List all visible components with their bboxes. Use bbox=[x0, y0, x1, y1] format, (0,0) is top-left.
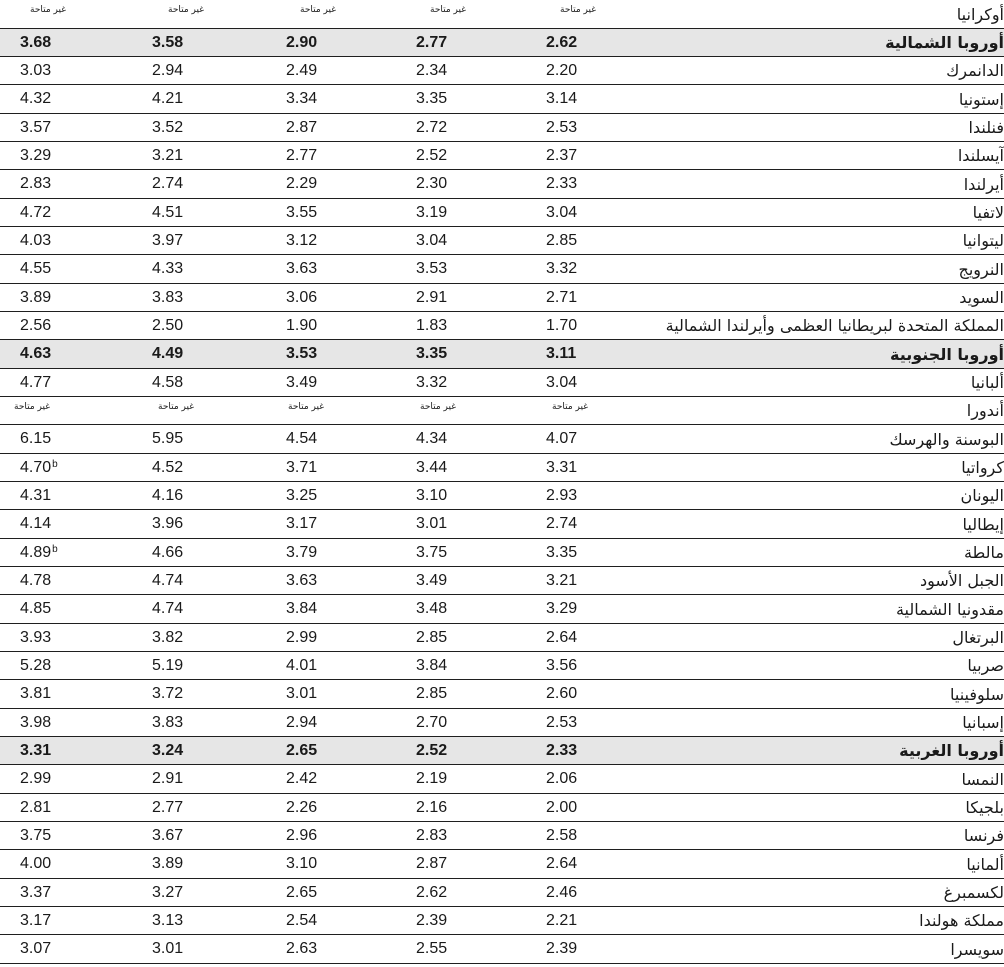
value-cell: 3.04 bbox=[416, 231, 448, 249]
value-cell: 3.63 bbox=[286, 260, 318, 277]
table-row bbox=[0, 0, 1004, 29]
value-cell: 3.48 bbox=[416, 600, 448, 617]
table-row bbox=[0, 199, 1004, 227]
region-name: أوروبا الغربية bbox=[899, 741, 1004, 760]
country-name: البرتغال bbox=[952, 628, 1004, 647]
table-row bbox=[0, 765, 1004, 794]
country-name: مقدونيا الشمالية bbox=[895, 599, 1004, 619]
value-cell: 3.49 bbox=[416, 571, 448, 589]
value-cell: 3.93 bbox=[20, 628, 52, 646]
table-row bbox=[0, 142, 1004, 170]
value-cell: 2.77 bbox=[416, 33, 448, 51]
value-cell: 2.16 bbox=[416, 798, 448, 816]
table-row bbox=[0, 510, 1004, 539]
value-cell: 2.06 bbox=[546, 770, 578, 787]
value-cell: 2.55 bbox=[416, 940, 448, 957]
value-cell: 2.64 bbox=[546, 628, 578, 646]
value-cell: 2.62 bbox=[416, 883, 448, 901]
value-cell: 3.83 bbox=[152, 288, 184, 306]
value-cell: 3.25 bbox=[286, 486, 318, 504]
not-available-cell: غير متاحة bbox=[552, 402, 588, 412]
value-cell: 3.32 bbox=[546, 260, 578, 277]
value-cell: 2.52 bbox=[416, 146, 448, 164]
value-cell: 4.55 bbox=[20, 260, 52, 277]
value-cell: 2.34 bbox=[416, 61, 448, 79]
not-available-cell: غير متاحة bbox=[158, 402, 194, 412]
value-cell: 2.64 bbox=[546, 855, 578, 872]
value-cell: 2.39 bbox=[416, 911, 448, 929]
value-cell: 4.49 bbox=[152, 345, 184, 362]
value-cell: 3.63 bbox=[286, 571, 318, 589]
country-name: إستونيا bbox=[958, 89, 1004, 109]
value-cell: 2.56 bbox=[20, 316, 52, 334]
value-cell: 3.04 bbox=[546, 373, 578, 391]
value-cell: 2.77 bbox=[152, 798, 184, 816]
value-cell: 2.87 bbox=[286, 118, 318, 136]
value-cell: 2.81 bbox=[20, 798, 52, 816]
not-available-cell: غير متاحة bbox=[300, 5, 336, 15]
value-cell: 2.70 bbox=[416, 713, 448, 731]
value-cell: 4.66 bbox=[152, 543, 184, 561]
value-cell: 3.96 bbox=[152, 515, 184, 532]
value-cell: 2.50 bbox=[152, 316, 184, 334]
table-row bbox=[0, 57, 1004, 85]
value-cell: 3.75 bbox=[20, 826, 52, 844]
value-cell: 2.85 bbox=[416, 628, 448, 646]
value-cell: 3.35 bbox=[416, 90, 448, 107]
value-cell: 2.53 bbox=[546, 713, 578, 731]
country-name: اليونان bbox=[960, 486, 1004, 505]
value-cell: 3.21 bbox=[152, 146, 184, 164]
value-cell: 2.39 bbox=[546, 940, 578, 957]
region-name: أوروبا الجنوبية bbox=[890, 344, 1004, 364]
value-cell: 2.30 bbox=[416, 175, 448, 192]
value-cell: 3.04 bbox=[546, 203, 578, 221]
value-cell: 4.01 bbox=[286, 656, 318, 674]
table-row bbox=[0, 397, 1004, 425]
value-cell: 4.54 bbox=[286, 430, 318, 447]
value-cell: 4.07 bbox=[546, 430, 578, 447]
value-cell: 2.54 bbox=[286, 911, 318, 929]
value-cell: 2.94 bbox=[286, 713, 318, 731]
value-cell: 3.32 bbox=[416, 373, 448, 391]
table-row bbox=[0, 879, 1004, 907]
value-cell: 4.14 bbox=[20, 515, 52, 532]
region-name: أوروبا الشمالية bbox=[885, 33, 1004, 52]
country-name: سلوفينيا bbox=[950, 684, 1004, 704]
value-cell: 3.34 bbox=[286, 90, 318, 107]
country-name: كرواتيا bbox=[961, 458, 1004, 477]
value-cell: 3.21 bbox=[546, 571, 578, 589]
country-name: آيسلندا bbox=[957, 146, 1004, 165]
not-available-cell: غير متاحة bbox=[560, 5, 596, 15]
value-cell: 2.65 bbox=[286, 883, 318, 901]
country-name: الجبل الأسود bbox=[919, 571, 1004, 590]
value-cell: 4.33 bbox=[152, 260, 184, 277]
country-name: إسبانيا bbox=[962, 713, 1004, 732]
table-row bbox=[0, 680, 1004, 709]
table-row bbox=[0, 170, 1004, 199]
footnote-marker: b bbox=[52, 459, 58, 470]
value-cell: 3.72 bbox=[152, 685, 184, 702]
value-cell: 3.17 bbox=[20, 911, 52, 929]
value-cell: 3.55 bbox=[286, 203, 318, 221]
value-cell: 2.42 bbox=[286, 770, 318, 787]
value-cell: 3.13 bbox=[152, 911, 184, 929]
value-cell: 4.74 bbox=[152, 571, 184, 589]
value-cell: 3.06 bbox=[286, 288, 318, 306]
value-cell: 1.70 bbox=[546, 316, 578, 334]
footnote-marker: b bbox=[52, 544, 58, 555]
value-cell: 2.74 bbox=[152, 175, 184, 192]
country-name: صربيا bbox=[967, 656, 1004, 675]
value-cell: 3.31 bbox=[546, 458, 578, 476]
table-row bbox=[0, 822, 1004, 850]
region-row bbox=[0, 737, 1004, 765]
value-cell: 3.79 bbox=[286, 543, 318, 561]
table-row bbox=[0, 369, 1004, 397]
country-name: سويسرا bbox=[950, 939, 1004, 959]
country-name: أوكرانيا bbox=[956, 4, 1004, 24]
value-cell: 3.24 bbox=[152, 741, 184, 759]
value-cell: 2.52 bbox=[416, 741, 448, 759]
value-cell: 1.83 bbox=[416, 316, 448, 334]
value-cell: 3.53 bbox=[286, 345, 318, 362]
not-available-cell: غير متاحة bbox=[168, 5, 204, 15]
value-cell: 3.57 bbox=[20, 118, 52, 136]
table-row bbox=[0, 794, 1004, 822]
value-cell: 3.12 bbox=[286, 231, 318, 249]
value-cell: 3.81 bbox=[20, 685, 52, 702]
value-cell: 3.37 bbox=[20, 883, 52, 901]
value-cell: 3.89 bbox=[152, 855, 184, 872]
value-cell: 4.63 bbox=[20, 345, 52, 362]
value-cell: 3.56 bbox=[546, 656, 578, 674]
table-row bbox=[0, 425, 1004, 454]
value-cell: 5.95 bbox=[152, 430, 184, 447]
value-cell: 4.74 bbox=[152, 600, 184, 617]
value-cell: 3.31 bbox=[20, 741, 52, 759]
table-row bbox=[0, 595, 1004, 624]
country-name: مالطة bbox=[963, 543, 1004, 562]
value-cell: 2.87 bbox=[416, 855, 448, 872]
not-available-cell: غير متاحة bbox=[430, 5, 466, 15]
value-cell: 3.83 bbox=[152, 713, 184, 731]
value-cell: 4.58 bbox=[152, 373, 184, 391]
value-cell: 2.37 bbox=[546, 146, 578, 164]
value-cell: 4.16 bbox=[152, 486, 184, 504]
value-cell: 2.83 bbox=[416, 826, 448, 844]
country-name: السويد bbox=[959, 288, 1004, 307]
value-cell: 2.20 bbox=[546, 61, 578, 79]
country-name: أيرلندا bbox=[963, 174, 1004, 194]
value-cell: 3.11 bbox=[546, 345, 577, 362]
value-cell: 4.89 $^b$ bbox=[20, 543, 58, 561]
value-cell: 3.29 bbox=[546, 600, 578, 617]
value-cell: 3.19 bbox=[416, 203, 448, 221]
value-cell: 6.15 bbox=[20, 430, 52, 447]
country-name: المملكة المتحدة لبريطانيا العظمى وأيرلندا الشمالية bbox=[665, 316, 1004, 335]
country-name: فرنسا bbox=[963, 826, 1004, 845]
value-cell: 2.58 bbox=[546, 826, 578, 844]
region-row bbox=[0, 340, 1004, 369]
value-cell: 3.27 bbox=[152, 883, 184, 901]
value-cell: 2.94 bbox=[152, 61, 184, 79]
value-cell: 3.49 bbox=[286, 373, 318, 391]
country-name: لاتفيا bbox=[972, 203, 1004, 222]
value-cell: 2.62 bbox=[546, 33, 578, 51]
value-cell: 2.83 bbox=[20, 175, 52, 192]
value-cell: 2.85 bbox=[546, 231, 578, 249]
value-cell: 3.03 bbox=[20, 61, 52, 79]
value-cell: 2.99 bbox=[286, 628, 318, 646]
table-row bbox=[0, 454, 1004, 482]
value-cell: 2.91 bbox=[416, 288, 448, 306]
value-cell: 3.01 bbox=[152, 940, 184, 957]
value-cell: 3.89 bbox=[20, 288, 52, 306]
value-cell: 4.21 bbox=[152, 90, 184, 107]
country-name: إيطاليا bbox=[962, 514, 1004, 534]
value-cell: 2.21 bbox=[546, 911, 578, 929]
table-row bbox=[0, 935, 1004, 964]
value-cell: 3.82 bbox=[152, 628, 184, 646]
value-cell: 2.60 bbox=[546, 685, 578, 702]
table-row bbox=[0, 85, 1004, 114]
value-cell: 4.00 bbox=[20, 855, 52, 872]
value-cell: 4.03 bbox=[20, 231, 52, 249]
value-cell: 3.84 bbox=[416, 656, 448, 674]
country-name: النمسا bbox=[961, 769, 1004, 789]
value-cell: 3.07 bbox=[20, 940, 52, 957]
value-cell: 5.19 bbox=[152, 656, 184, 674]
value-cell: 2.26 bbox=[286, 798, 318, 816]
value-cell: 2.33 bbox=[546, 175, 578, 192]
value-cell: 4.70 $^b$ bbox=[20, 458, 58, 476]
region-row bbox=[0, 29, 1004, 57]
table-row bbox=[0, 227, 1004, 255]
value-cell: 3.67 bbox=[152, 826, 184, 844]
value-cell: 2.90 bbox=[286, 33, 318, 51]
value-cell: 4.78 bbox=[20, 571, 52, 589]
not-available-cell: غير متاحة bbox=[30, 5, 66, 15]
country-name: ألبانيا bbox=[970, 373, 1004, 392]
value-cell: 2.19 bbox=[416, 770, 448, 787]
value-cell: 3.98 bbox=[20, 713, 52, 731]
country-name: أندورا bbox=[966, 401, 1004, 420]
value-cell: 4.72 bbox=[20, 203, 52, 221]
table-row bbox=[0, 907, 1004, 935]
country-name: مملكة هولندا bbox=[919, 911, 1004, 930]
value-cell: 2.77 bbox=[286, 146, 318, 164]
value-cell: 2.85 bbox=[416, 685, 448, 702]
not-available-cell: غير متاحة bbox=[420, 402, 456, 412]
value-cell: 4.77 bbox=[20, 373, 52, 391]
value-cell: 2.93 bbox=[546, 486, 578, 504]
value-cell: 3.44 bbox=[416, 458, 448, 476]
value-cell: 2.65 bbox=[286, 741, 318, 759]
value-cell: 3.10 bbox=[286, 855, 318, 872]
value-cell: 2.96 bbox=[286, 826, 318, 844]
value-cell: 2.29 bbox=[286, 175, 318, 192]
value-cell: 3.58 bbox=[152, 33, 184, 51]
value-cell: 3.84 bbox=[286, 600, 318, 617]
table-row bbox=[0, 850, 1004, 879]
value-cell: 3.35 bbox=[416, 345, 448, 362]
table-row bbox=[0, 709, 1004, 737]
value-cell: 3.01 bbox=[286, 685, 318, 702]
value-cell: 3.53 bbox=[416, 260, 448, 277]
country-name: البوسنة والهرسك bbox=[889, 429, 1004, 449]
value-cell: 3.75 bbox=[416, 543, 448, 561]
value-cell: 1.90 bbox=[286, 316, 318, 334]
value-cell: 3.14 bbox=[546, 90, 578, 107]
value-cell: 2.00 bbox=[546, 798, 578, 816]
value-cell: 2.63 bbox=[286, 940, 318, 957]
country-name: لكسمبرغ bbox=[943, 883, 1004, 902]
country-name: ليتوانيا bbox=[962, 231, 1004, 250]
value-cell: 5.28 bbox=[20, 656, 52, 674]
table-row bbox=[0, 255, 1004, 284]
value-cell: 2.99 bbox=[20, 770, 52, 787]
value-cell: 4.51 bbox=[152, 203, 184, 221]
not-available-cell: غير متاحة bbox=[14, 402, 50, 412]
value-cell: 2.74 bbox=[546, 515, 578, 532]
country-name: بلجيكا bbox=[965, 798, 1004, 817]
country-name: الدانمرك bbox=[946, 61, 1004, 80]
table-row bbox=[0, 114, 1004, 142]
value-cell: 2.46 bbox=[546, 883, 578, 901]
table-row bbox=[0, 567, 1004, 595]
value-cell: 3.10 bbox=[416, 486, 448, 504]
value-cell: 3.97 bbox=[152, 231, 184, 249]
value-cell: 4.52 bbox=[152, 458, 184, 476]
country-name: ألمانيا bbox=[966, 854, 1004, 874]
table-row bbox=[0, 652, 1004, 680]
value-cell: 3.35 bbox=[546, 543, 578, 561]
value-cell: 3.29 bbox=[20, 146, 52, 164]
value-cell: 2.91 bbox=[152, 770, 184, 787]
value-cell: 4.31 bbox=[20, 486, 52, 504]
table-row bbox=[0, 624, 1004, 652]
value-cell: 2.72 bbox=[416, 118, 448, 136]
value-cell: 3.68 bbox=[20, 33, 52, 51]
country-name: فنلندا bbox=[968, 118, 1004, 137]
table-row bbox=[0, 539, 1004, 567]
value-cell: 3.01 bbox=[416, 515, 448, 532]
value-cell: 2.71 bbox=[546, 288, 578, 306]
value-cell: 2.49 bbox=[286, 61, 318, 79]
value-cell: 3.52 bbox=[152, 118, 184, 136]
value-cell: 4.32 bbox=[20, 90, 52, 107]
value-cell: 4.85 bbox=[20, 600, 52, 617]
table-row bbox=[0, 482, 1004, 510]
table-row bbox=[0, 284, 1004, 312]
not-available-cell: غير متاحة bbox=[288, 402, 324, 412]
table-row bbox=[0, 312, 1004, 340]
value-cell: 3.71 bbox=[286, 458, 318, 476]
country-name: النرويج bbox=[958, 259, 1004, 279]
value-cell: 3.17 bbox=[286, 515, 318, 532]
value-cell: 4.34 bbox=[416, 430, 448, 447]
value-cell: 2.53 bbox=[546, 118, 578, 136]
value-cell: 2.33 bbox=[546, 741, 578, 759]
